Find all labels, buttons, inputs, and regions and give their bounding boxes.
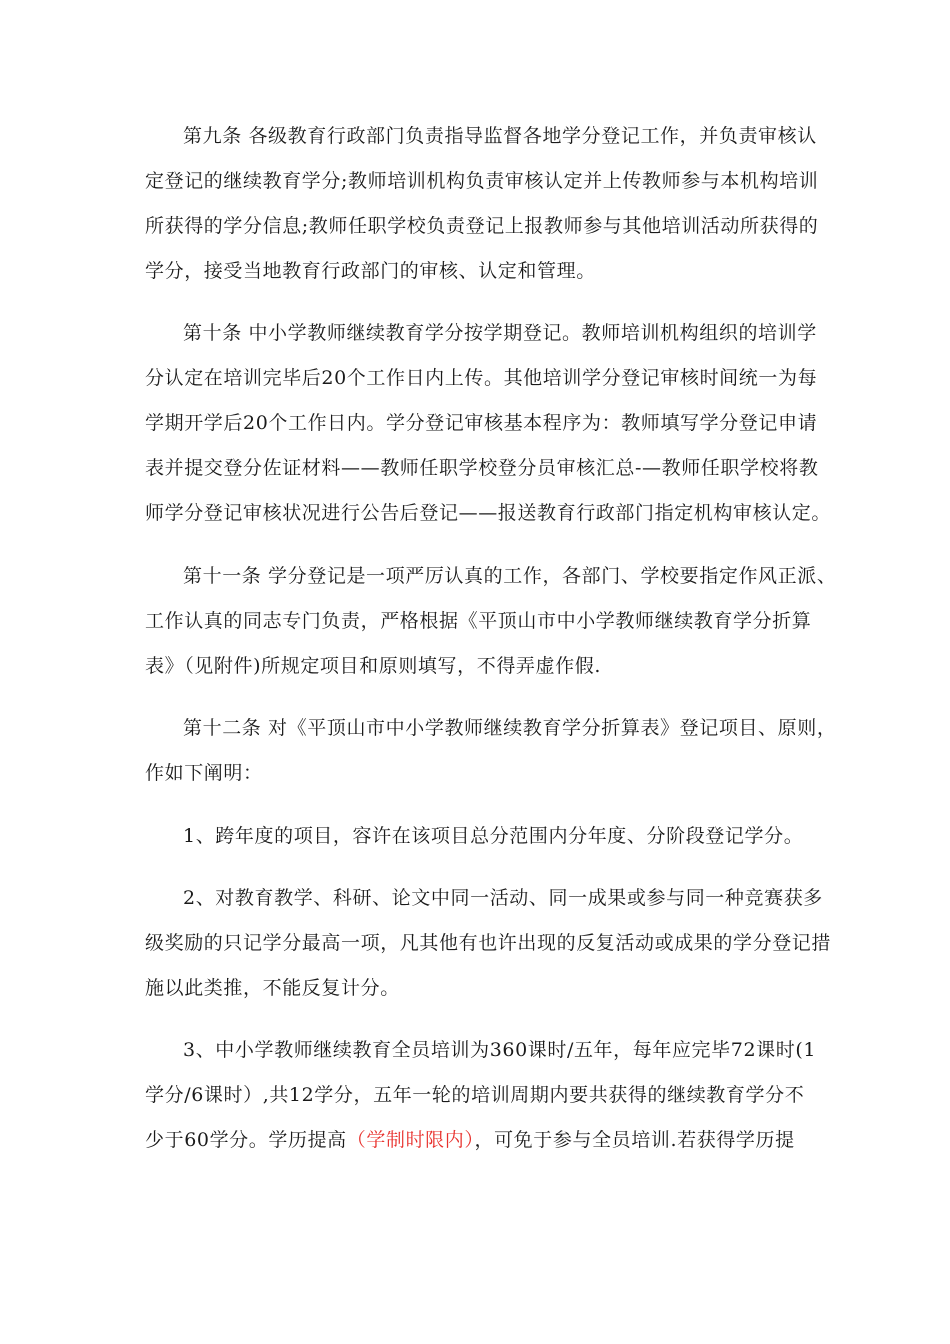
highlighted-text: （学制时限内） bbox=[346, 1129, 475, 1151]
item-3-line-3 bbox=[145, 1125, 825, 1155]
item-2-line-1: 2、对教育教学、科研、论文中同一活动、同一成果或参与同一种竞赛获多 bbox=[183, 887, 823, 909]
article-11-line-1: 第十一条 学分登记是一项严厉认真的工作，各部门、学校要指定作风正派、 bbox=[183, 565, 837, 587]
item-2-line-2: 级奖励的只记学分最高一项，凡其他有也许出现的反复活动或成果的学分登记措 bbox=[145, 932, 832, 954]
article-10-line-1: 第十条 中小学教师继续教育学分按学期登记。教师培训机构组织的培训学 bbox=[183, 322, 817, 344]
article-10-line-4: 表并提交登分佐证材料——教师任职学校登分员审核汇总-—教师任职学校将教 bbox=[145, 457, 819, 479]
article-10-line-3: 学期开学后20个工作日内。学分登记审核基本程序为：教师填写学分登记申请 bbox=[145, 412, 818, 434]
article-10-line-2: 分认定在培训完毕后20个工作日内上传。其他培训学分登记审核时间统一为每 bbox=[145, 367, 818, 389]
article-11-line-2: 工作认真的同志专门负责，严格根据《平顶山市中小学教师继续教育学分折算 bbox=[145, 610, 812, 632]
item-3-line-2: 学分/6课时）,共12学分，五年一轮的培训周期内要共获得的继续教育学分不 bbox=[145, 1084, 805, 1106]
article-9-line-2: 定登记的继续教育学分;教师培训机构负责审核认定并上传教师参与本机构培训 bbox=[145, 170, 819, 192]
article-12-line-1: 第十二条 对《平顶山市中小学教师继续教育学分折算表》登记项目、原则， bbox=[183, 717, 837, 739]
item-3-line-3-after: ，可免于参与全员培训.若获得学历提 bbox=[474, 1129, 795, 1151]
article-11-line-3: 表》（见附件)所规定项目和原则填写，不得弄虚作假. bbox=[145, 655, 601, 677]
article-9-line-3: 所获得的学分信息;教师任职学校负责登记上报教师参与其他培训活动所获得的 bbox=[145, 215, 819, 237]
article-10-line-5: 师学分登记审核状况进行公告后登记——报送教育行政部门指定机构审核认定。 bbox=[145, 502, 832, 524]
item-3-line-1: 3、中小学教师继续教育全员培训为360课时/五年，每年应完毕72课时(1 bbox=[183, 1039, 817, 1061]
item-3-line-3-before: 少于60学分。学历提高 bbox=[145, 1129, 347, 1151]
article-9-line-1: 第九条 各级教育行政部门负责指导监督各地学分登记工作，并负责审核认 bbox=[183, 125, 817, 147]
article-12-line-2: 作如下阐明： bbox=[145, 762, 263, 784]
article-9-line-4: 学分，接受当地教育行政部门的审核、认定和管理。 bbox=[145, 260, 596, 282]
item-2-line-3: 施以此类推，不能反复计分。 bbox=[145, 977, 400, 999]
item-1-line-1: 1、跨年度的项目，容许在该项目总分范围内分年度、分阶段登记学分。 bbox=[183, 825, 804, 847]
